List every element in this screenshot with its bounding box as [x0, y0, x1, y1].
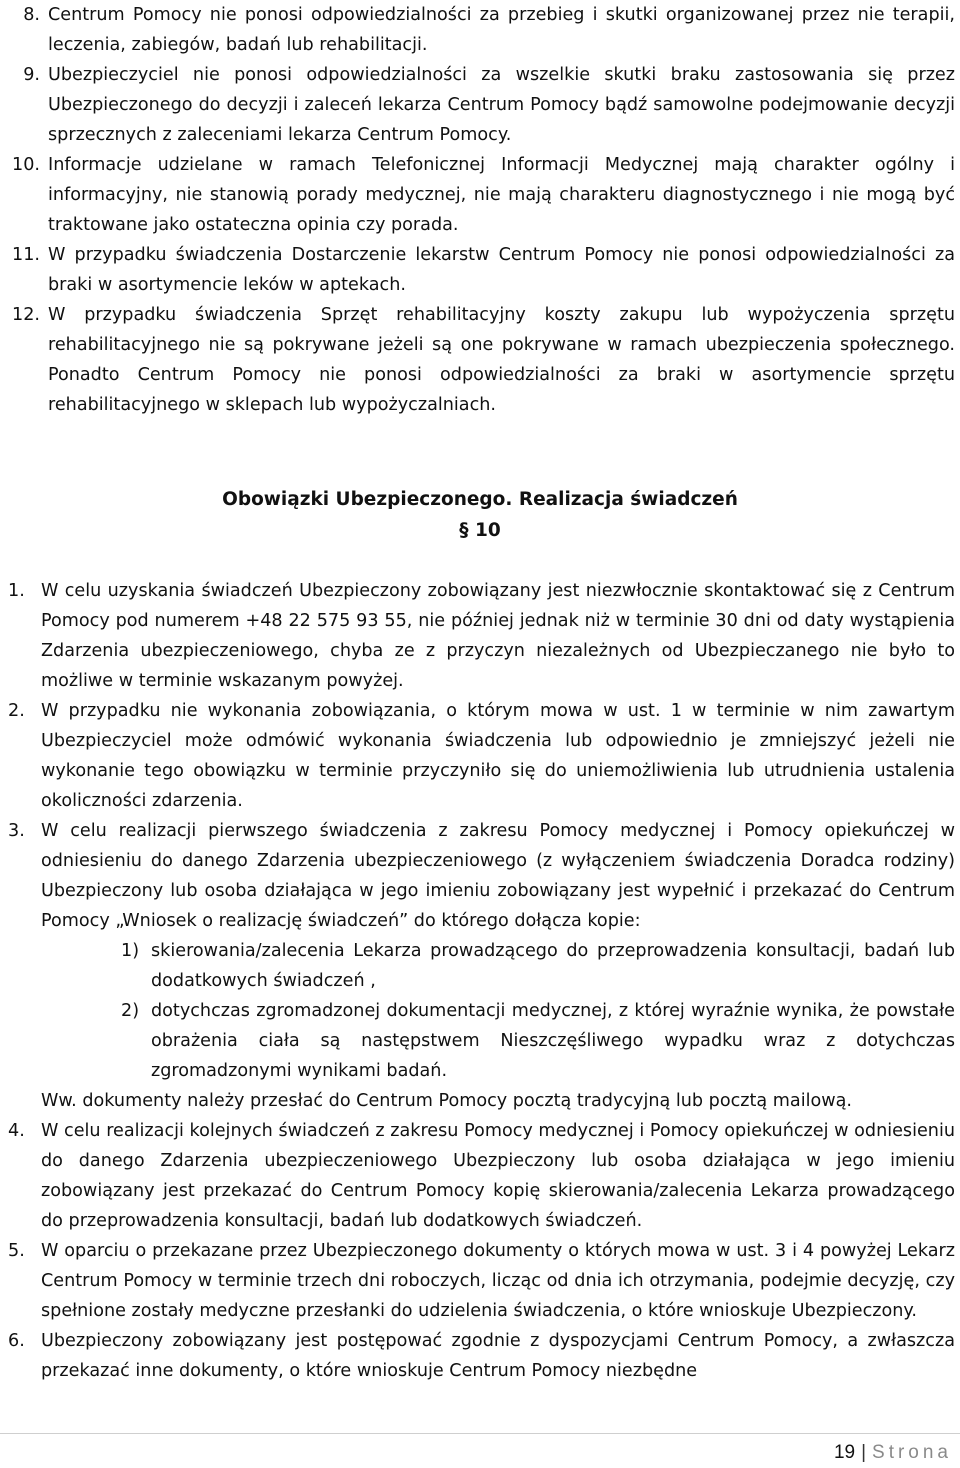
- item-number: 5.: [8, 1241, 25, 1261]
- sub-item-number: 1): [121, 941, 140, 961]
- list-item: [8, 0, 955, 60]
- sub-list-item: [41, 936, 955, 996]
- item-text: W przypadku świadczenia Dostarczenie lekarstw Centrum Pomocy nie ponosi odpowiedzialności za braki w asortymencie leków w aptekach.: [48, 245, 955, 295]
- item-number: 8.: [23, 5, 40, 25]
- section-heading: Obowiązki Ubezpieczonego. Realizacja świadczeń: [222, 489, 738, 510]
- item-note: Ww. dokumenty należy przesłać do Centrum Pomocy pocztą tradycyjną lub pocztą mailową.: [41, 1091, 853, 1111]
- item-number: 1.: [8, 581, 25, 601]
- list-item: [8, 1116, 955, 1236]
- item-number: 3.: [8, 821, 25, 841]
- list-item: [8, 300, 955, 420]
- page-label: Strona: [872, 1442, 952, 1463]
- sub-item-text: skierowania/zalecenia Lekarza prowadzącego do przeprowadzenia konsultacji, badań lub dodatkowych świadczeń ,: [151, 941, 955, 991]
- item-number: 11.: [12, 245, 40, 265]
- item-number: 2.: [8, 701, 25, 721]
- list-item: [8, 1326, 955, 1386]
- item-text: W celu realizacji pierwszego świadczenia z zakresu Pomocy medycznej i Pomocy opiekuńczej w odniesieniu do danego Zdarzenia ubezpieczeniowego (z wyłączeniem świadczenia Doradca rodziny) Ubezpieczony lub osoba działająca w jego imieniu zobowiązany jest wypełnić i przekazać do Centrum Pomocy „Wniosek o realizację świadczeń” do którego dołącza kopie:: [41, 821, 955, 931]
- item-text: W celu realizacji kolejnych świadczeń z zakresu Pomocy medycznej i Pomocy opiekuńczej w odniesieniu do danego Zdarzenia ubezpieczeniowego Ubezpieczony lub osoba działająca w jego imieniu zobowiązany jest przekazać do Centrum Pomocy kopię skierowania/zalecenia Lekarza prowadzącego do przeprowadzenia konsultacji, badań lub dodatkowych świadczeń.: [41, 1121, 955, 1231]
- list-item: [8, 240, 955, 300]
- item-text: Ubezpieczony zobowiązany jest postępować zgodnie z dyspozycjami Centrum Pomocy, a zwłaszcza przekazać inne dokumenty, o które wnioskuje Centrum Pomocy niezbędne: [41, 1331, 955, 1381]
- item-text: W oparciu o przekazane przez Ubezpieczonego dokumenty o których mowa w ust. 3 i 4 powyżej Lekarz Centrum Pomocy w terminie trzech dni roboczych, licząc od dnia ich otrzymania, podejmie decyzję, czy spełnione zostały medyczne przesłanki do udzielenia świadczenia, o które wnioskuje Ubezpieczony.: [41, 1241, 955, 1321]
- item-text: W przypadku nie wykonania zobowiązania, o którym mowa w ust. 1 w terminie w nim zawartym Ubezpieczyciel może odmówić wykonania świadczenia lub odpowiednio je zmniejszyć jeżeli nie wykonanie tego obowiązku w terminie przyczyniło się do uniemożliwienia lub utrudnienia ustalenia okoliczności zdarzenia.: [41, 701, 955, 811]
- sub-item-number: 2): [121, 1001, 140, 1021]
- item-number: 9.: [23, 65, 40, 85]
- section-number: § 10: [459, 520, 501, 541]
- sub-list-item: [41, 996, 955, 1086]
- list-item: [8, 1236, 955, 1326]
- sub-item-text: dotychczas zgromadzonej dokumentacji medycznej, z której wyraźnie wynika, że powstałe obrażenia ciała są następstwem Nieszczęśliwego wypadku wraz z dotychczas zgromadzonymi wynikami badań.: [151, 1001, 955, 1081]
- page-number: 19: [833, 1442, 856, 1463]
- item-text: W celu uzyskania świadczeń Ubezpieczony zobowiązany jest niezwłocznie skontaktować się z Centrum Pomocy pod numerem +48 22 575 93 55, nie później jednak niż w terminie 30 dni od daty wystąpienia Zdarzenia ubezpieczeniowego, chyba ze z przyczyn niezależnych od Ubezpieczanego nie było to możliwe w terminie wskazanym powyżej.: [41, 581, 955, 691]
- item-text: W przypadku świadczenia Sprzęt rehabilitacyjny koszty zakupu lub wypożyczenia sprzętu rehabilitacyjnego nie są pokrywane jeżeli są one pokrywane w ramach ubezpieczenia społecznego. Ponadto Centrum Pomocy nie ponosi odpowiedzialności za braki w asortymencie sprzętu rehabilitacyjnego w sklepach lub wypożyczalniach.: [48, 305, 955, 415]
- item-number: 4.: [8, 1121, 25, 1141]
- item-number: 6.: [8, 1331, 25, 1351]
- footer-separator: |: [861, 1442, 867, 1463]
- bottom-list: [8, 576, 955, 1386]
- item-text: Centrum Pomocy nie ponosi odpowiedzialności za przebieg i skutki organizowanej przez nie terapii, leczenia, zabiegów, badań lub rehabilitacji.: [48, 5, 955, 55]
- list-item: [8, 696, 955, 816]
- top-list: [8, 0, 955, 420]
- item-text: Ubezpieczyciel nie ponosi odpowiedzialności za wszelkie skutki braku zastosowania się przez Ubezpieczonego do decyzji i zaleceń lekarza Centrum Pomocy bądź samowolne podejmowanie decyzji sprzecznych z zaleceniami lekarza Centrum Pomocy.: [48, 65, 955, 145]
- list-item: [8, 60, 955, 150]
- item-text: Informacje udzielane w ramach Telefonicznej Informacji Medycznej mają charakter ogólny i informacyjny, nie stanowią porady medycznej, nie mają charakteru diagnostycznego i nie mogą być traktowane jako ostateczna opinia czy porada.: [48, 155, 955, 235]
- list-item: [8, 816, 955, 1116]
- page-footer: [834, 1438, 952, 1468]
- item-number: 10.: [12, 155, 40, 175]
- list-item: [8, 576, 955, 696]
- item-number: 12.: [12, 305, 40, 325]
- list-item: [8, 150, 955, 240]
- footer-divider: [0, 1433, 960, 1434]
